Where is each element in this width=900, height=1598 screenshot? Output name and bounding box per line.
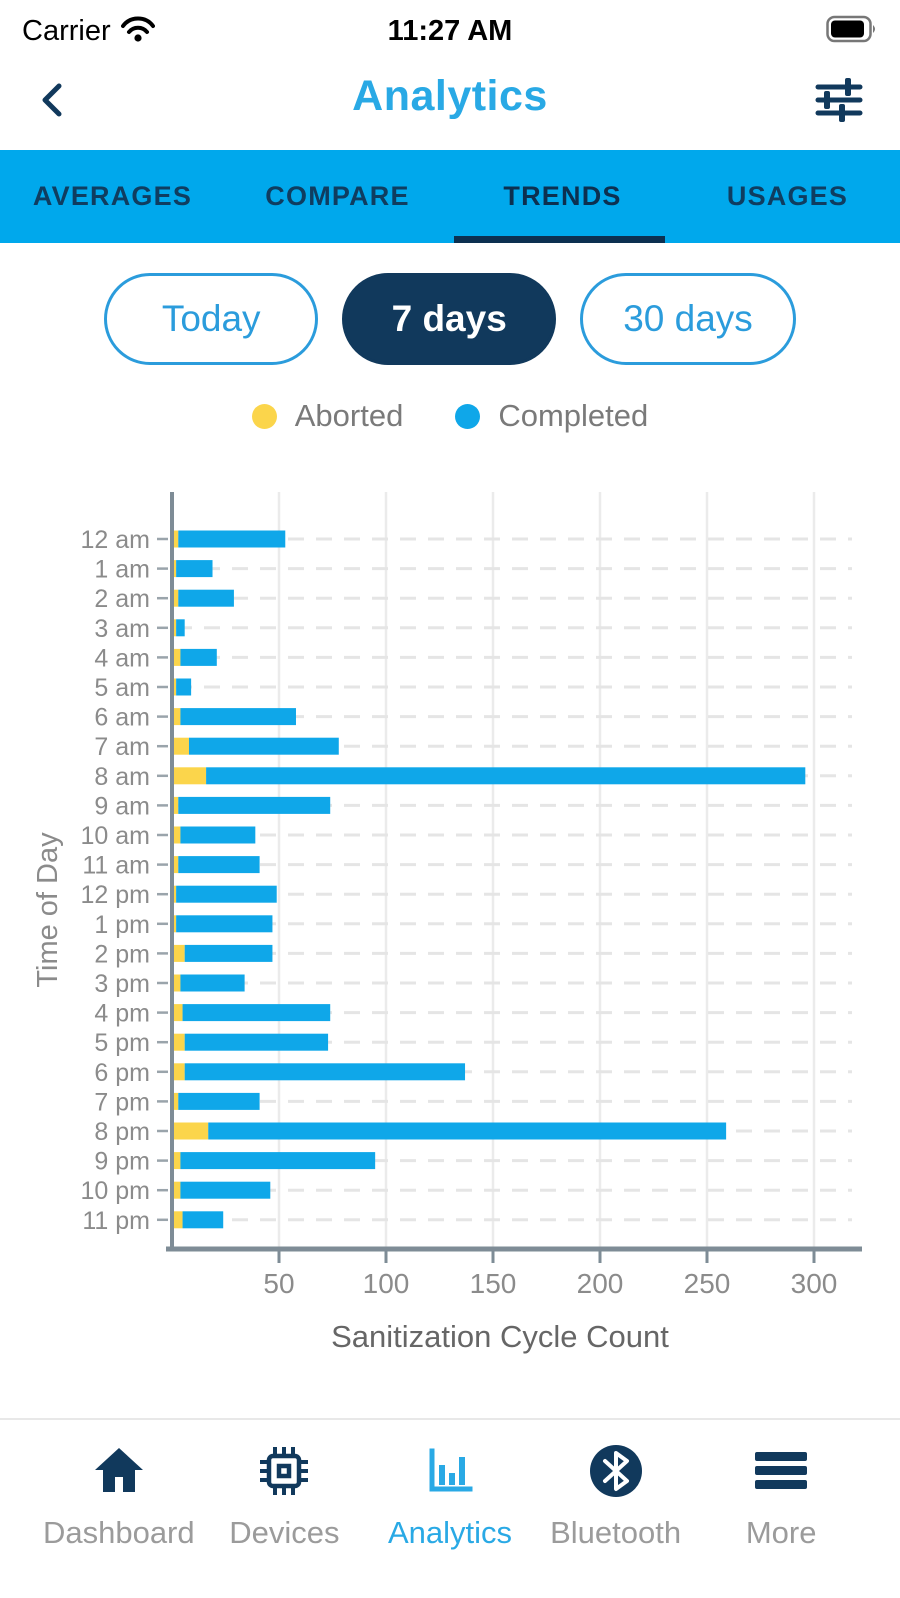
bar-completed (185, 1063, 465, 1080)
bar-completed (180, 827, 255, 844)
bar-completed (180, 975, 244, 992)
sanitization-trend-chart (0, 470, 900, 1390)
home-icon (91, 1442, 147, 1500)
y-tick-label: 12 am (80, 526, 150, 554)
x-axis-title: Sanitization Cycle Count (331, 1319, 669, 1354)
legend-item-aborted: Aborted (252, 398, 404, 434)
range-pill-today[interactable]: Today (104, 273, 318, 365)
bar-aborted (174, 560, 176, 577)
bar-aborted (174, 886, 176, 903)
tab-usages[interactable]: USAGES (726, 181, 849, 211)
bar-aborted (174, 827, 180, 844)
y-tick-label: 11 pm (82, 1206, 150, 1235)
y-tick-label: 1 pm (94, 910, 150, 939)
y-tick-label: 9 am (94, 792, 150, 821)
bar-completed (180, 649, 216, 666)
bar-completed (189, 738, 339, 755)
bar-completed (178, 1093, 259, 1110)
x-tick-label: 300 (790, 1268, 838, 1299)
bar-completed (178, 531, 285, 548)
bar-aborted (174, 1093, 178, 1110)
bar-completed (208, 1123, 726, 1140)
y-tick-label: 4 am (94, 644, 150, 673)
nav-item-analytics[interactable]: Analytics (367, 1442, 533, 1551)
bluetooth-icon (588, 1442, 644, 1500)
bar-aborted (174, 531, 178, 548)
wifi-icon (121, 16, 155, 47)
battery-icon (826, 15, 878, 48)
completed-dot-icon (455, 404, 480, 429)
bar-aborted (174, 975, 180, 992)
y-tick-label: 1 am (94, 555, 150, 584)
bar-aborted (174, 590, 178, 607)
bar-chart-icon (422, 1442, 478, 1500)
bar-aborted (174, 738, 189, 755)
status-bar (0, 0, 900, 52)
tab-compare[interactable]: COMPARE (265, 181, 410, 211)
x-tick-label: 250 (683, 1268, 731, 1299)
bar-completed (183, 1211, 224, 1228)
bar-aborted (174, 767, 206, 784)
range-pill-7-days[interactable]: 7 days (342, 273, 556, 365)
header (0, 58, 900, 142)
bar-completed (185, 945, 273, 962)
bar-aborted (174, 797, 178, 814)
nav-item-bluetooth[interactable]: Bluetooth (533, 1442, 699, 1551)
nav-item-devices[interactable]: Devices (202, 1442, 368, 1551)
y-tick-label: 5 pm (94, 1029, 150, 1058)
bar-completed (180, 1182, 270, 1199)
chip-icon (256, 1442, 312, 1500)
chart-legend (0, 398, 900, 434)
bar-completed (206, 767, 805, 784)
bar-aborted (174, 1004, 183, 1021)
y-tick-label: 4 pm (94, 999, 150, 1028)
nav-item-dashboard[interactable]: Dashboard (36, 1442, 202, 1551)
bar-aborted (174, 1182, 180, 1199)
y-tick-label: 9 pm (94, 1147, 150, 1176)
bar-aborted (174, 1034, 185, 1051)
analytics-tab-bar (0, 150, 900, 243)
y-tick-label: 3 pm (94, 970, 150, 998)
bar-completed (176, 619, 185, 636)
bar-aborted (174, 708, 180, 725)
bar-aborted (174, 1152, 180, 1169)
bar-aborted (174, 649, 180, 666)
bar-completed (176, 679, 191, 696)
bar-aborted (174, 945, 185, 962)
bar-completed (176, 560, 212, 577)
bar-aborted (174, 679, 176, 696)
nav-item-more[interactable]: More (698, 1442, 864, 1551)
y-tick-label: 8 pm (94, 1118, 150, 1146)
tab-averages[interactable]: AVERAGES (32, 181, 193, 211)
bar-completed (183, 1004, 331, 1021)
bar-aborted (174, 1063, 185, 1080)
carrier-label: Carrier (22, 14, 111, 47)
y-tick-label: 8 am (94, 762, 150, 791)
bar-completed (178, 590, 234, 607)
bar-completed (178, 856, 259, 873)
bar-aborted (174, 856, 178, 873)
bar-completed (180, 708, 296, 725)
bar-aborted (174, 1211, 183, 1228)
bar-completed (178, 797, 330, 814)
bar-aborted (174, 915, 176, 932)
clock: 11:27 AM (387, 14, 513, 47)
bar-completed (180, 1152, 375, 1169)
y-tick-label: 2 am (94, 585, 150, 614)
filter-settings-button[interactable] (810, 72, 866, 128)
tab-trends[interactable]: TRENDS (450, 150, 675, 243)
x-tick-label: 100 (362, 1268, 410, 1299)
y-tick-label: 12 pm (80, 881, 150, 910)
y-tick-label: 3 am (94, 614, 150, 643)
y-tick-label: 6 pm (94, 1058, 150, 1087)
y-tick-label: 2 pm (94, 940, 150, 969)
y-tick-label: 7 pm (94, 1088, 150, 1117)
bar-completed (176, 915, 272, 932)
x-tick-label: 50 (263, 1268, 295, 1299)
range-pill-30-days[interactable]: 30 days (580, 273, 796, 365)
bar-aborted (174, 1123, 208, 1140)
bottom-navigation (0, 1418, 900, 1598)
bar-completed (185, 1034, 328, 1051)
date-range-selector (0, 273, 900, 365)
aborted-dot-icon (252, 404, 277, 429)
y-tick-label: 11 am (82, 851, 150, 880)
bar-completed (176, 886, 277, 903)
y-axis-title: Time of Day (32, 832, 64, 988)
y-tick-label: 10 pm (80, 1177, 150, 1206)
x-tick-label: 200 (576, 1268, 624, 1299)
sliders-icon (810, 72, 866, 128)
x-tick-label: 150 (469, 1268, 517, 1299)
page-title: Analytics (352, 72, 548, 120)
y-tick-label: 6 am (94, 703, 150, 732)
y-tick-label: 5 am (94, 674, 150, 702)
menu-icon (753, 1442, 809, 1500)
y-tick-label: 10 am (80, 822, 150, 850)
y-tick-label: 7 am (94, 733, 150, 762)
bar-aborted (174, 619, 176, 636)
legend-item-completed: Completed (455, 398, 648, 434)
